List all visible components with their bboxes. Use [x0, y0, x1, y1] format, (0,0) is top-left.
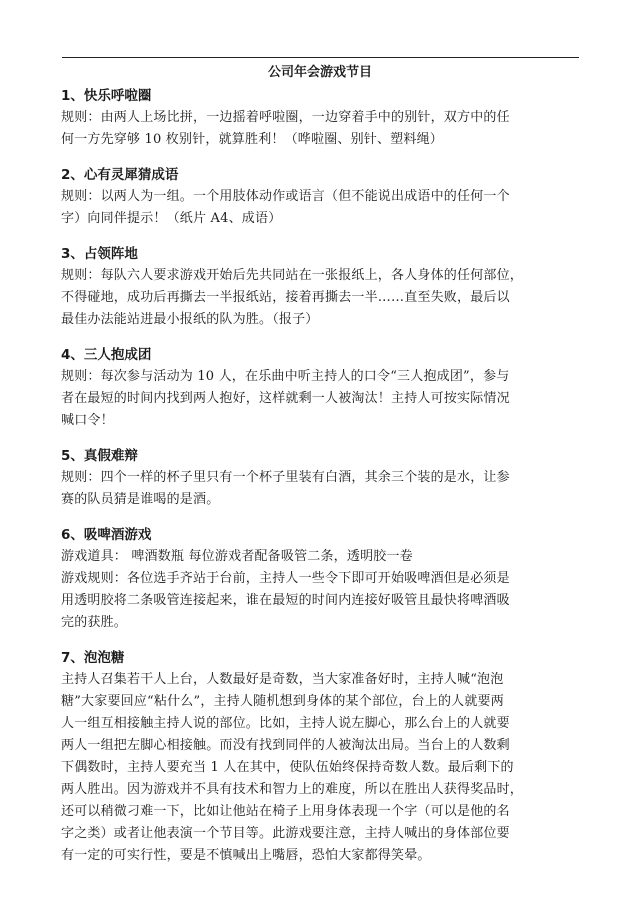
- rule-text-line: 还可以稍微刁难一下，比如让他站在椅子上用身体表现一个字（可以是他的名: [61, 804, 510, 819]
- section-3: [61, 244, 581, 331]
- header-rule: [62, 57, 579, 58]
- rule-text-line: 最佳办法能站进最小报纸的队为胜。（报子）: [61, 312, 319, 327]
- rule-text-line: 规则：每队六人要求游戏开始后先共同站在一张报纸上，各人身体的任何部位，: [61, 268, 524, 283]
- rule-text-line: 有一定的可实行性，要是不慎喊出上嘴唇，恐怕大家都得笑晕。: [61, 848, 431, 863]
- section-heading: 6、吸啤酒游戏: [61, 527, 152, 543]
- rule-text-line: 不得碰地，成功后再撕去一半报纸站，接着再撕去一半……直至失败，最后以: [61, 290, 510, 305]
- rule-text-line: 喊口令！: [61, 413, 114, 428]
- rule-text-line: 游戏道具： 啤酒数瓶 每位游戏者配备吸管二条，透明胶一卷: [61, 549, 413, 564]
- section-heading: 3、占领阵地: [61, 246, 138, 262]
- rule-text-line: 糖”大家要回应“粘什么”，主持人随机想到身体的某个部位，台上的人就要两: [61, 694, 504, 709]
- rule-text-line: 两人一组把左脚心相接触。而没有找到同伴的人被淘汰出局。当台上的人数剩: [61, 738, 510, 753]
- document-body: [61, 86, 581, 881]
- rule-text-line: 完的获胜。: [61, 615, 128, 630]
- rule-text-line: 规则：以两人为一组。一个用肢体动作或语言（但不能说出成语中的任何一个: [61, 189, 510, 204]
- section-heading: 2、心有灵犀猜成语: [61, 167, 179, 183]
- section-5: [61, 446, 581, 511]
- section-1: [61, 86, 581, 151]
- section-4: [61, 345, 581, 432]
- section-heading: 1、快乐呼啦圈: [61, 88, 152, 104]
- rule-text-line: 者在最短的时间内找到两人抱好，这样就剩一人被淘汰！主持人可按实际情况: [61, 391, 510, 406]
- section-6: [61, 525, 581, 634]
- section-heading: 7、泡泡糖: [61, 650, 125, 666]
- section-heading: 4、三人抱成团: [61, 347, 152, 363]
- rule-text-line: 何一方先穿够 10 枚别针，就算胜利！（哗啦圈、别针、塑料绳）: [61, 132, 444, 147]
- section-heading: 5、真假难辩: [61, 448, 138, 464]
- rule-text-line: 赛的队员猜是谁喝的是酒。: [61, 492, 220, 507]
- rule-text-line: 人一组互相接触主持人说的部位。比如，主持人说左脚心，那么台上的人就要: [61, 716, 510, 731]
- rule-text-line: 规则：四个一样的杯子里只有一个杯子里装有白酒，其余三个装的是水，让参: [61, 470, 510, 485]
- document-title: 公司年会游戏节目: [267, 65, 372, 80]
- rule-text-line: 游戏规则：各位选手齐站于台前，主持人一些令下即可开始吸啤酒但是必须是: [61, 571, 510, 586]
- rule-text-line: 字之类）或者让他表演一个节目等。此游戏要注意，主持人喊出的身体部位要: [61, 826, 510, 841]
- rule-text-line: 规则：每次参与活动为 10 人，在乐曲中听主持人的口令“三人抱成团”，参与: [61, 369, 510, 384]
- rule-text-line: 字）向同伴提示！（纸片 A4、成语）: [61, 211, 282, 226]
- rule-text-line: 规则：由两人上场比拼，一边摇着呼啦圈，一边穿着手中的别针，双方中的任: [61, 110, 510, 125]
- rule-text-line: 下偶数时，主持人要充当 1 人在其中，使队伍始终保持奇数人数。最后剩下的: [61, 760, 514, 775]
- rule-text-line: 两人胜出。因为游戏并不具有技术和智力上的难度，所以在胜出人获得奖品时，: [61, 782, 524, 797]
- rule-text-line: 用透明胶将二条吸管连接起来，谁在最短的时间内连接好吸管且最快将啤酒吸: [61, 593, 510, 608]
- section-7: [61, 648, 581, 867]
- section-2: [61, 165, 581, 230]
- rule-text-line: 主持人召集若干人上台，人数最好是奇数，当大家准备好时，主持人喊“泡泡: [61, 672, 504, 687]
